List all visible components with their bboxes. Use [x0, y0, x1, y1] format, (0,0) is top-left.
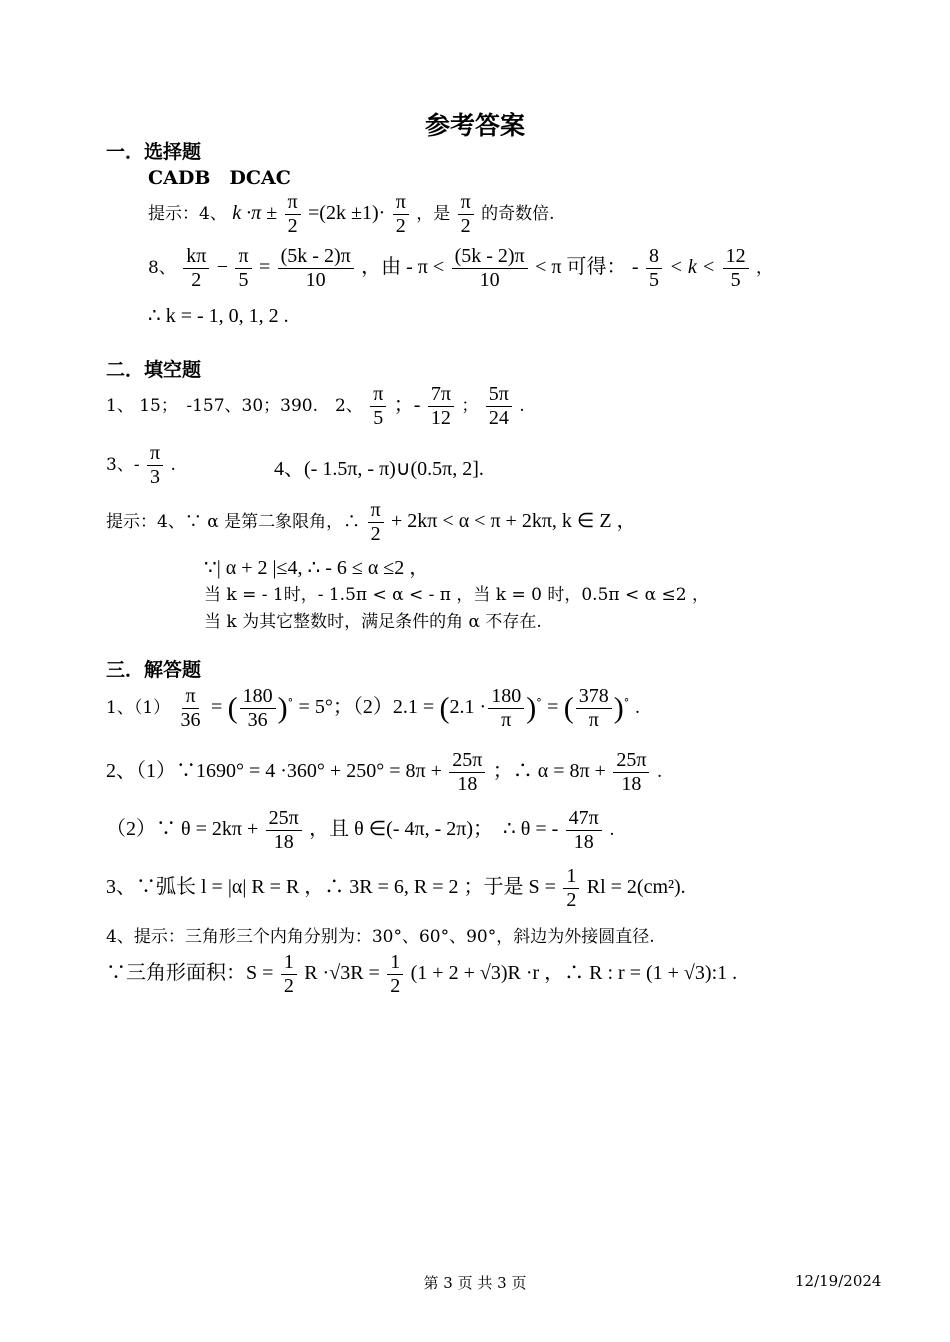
math-op: =: [258, 256, 271, 278]
text: .: [656, 762, 663, 782]
fraction: [147, 443, 163, 488]
denominator: 2: [566, 889, 577, 911]
math-op: =: [210, 696, 223, 718]
numerator: 1: [387, 952, 403, 975]
hint-8-result: ∴ k = - 1, 0, 1, 2 .: [148, 305, 289, 327]
fraction: [449, 750, 485, 795]
solve-a4-area: [106, 952, 737, 997]
fraction: [387, 952, 403, 997]
text: .: [634, 698, 641, 718]
section-heading-fill: 二．填空题: [106, 359, 202, 381]
numerator: 1: [563, 866, 579, 889]
numerator: 25π: [449, 750, 485, 773]
text: .: [609, 820, 615, 840]
fraction: [458, 192, 474, 237]
solve-a4-hint: 4、提示：三角形三个内角分别为：30°、60°、90°，斜边为外接圆直径.: [106, 927, 655, 947]
fill-q4: 4、(- 1.5π, - π)∪(0.5π, 2].: [274, 458, 484, 480]
numerator: 7π: [428, 384, 454, 407]
paren-open: (: [227, 691, 238, 725]
numerator: π: [182, 686, 198, 709]
choice-answers: CADB DCAC: [148, 167, 291, 189]
math-expr: =(2k ±1)·: [308, 202, 386, 224]
numerator: 25π: [613, 750, 649, 773]
math-op: -: [631, 256, 639, 278]
numerator: π: [370, 384, 386, 407]
fraction: [368, 500, 384, 545]
math-expr: ；∴ α = 8π +: [492, 760, 606, 782]
denominator: 18: [273, 831, 294, 853]
numerator: 180: [240, 686, 276, 709]
solve-a3: [106, 866, 686, 911]
math-op: −: [216, 256, 229, 278]
denominator: 12: [430, 407, 451, 429]
fill-q1-q2: [106, 384, 525, 429]
fraction: [428, 384, 454, 429]
fraction: [266, 808, 302, 853]
denominator: 2: [287, 215, 298, 237]
text: ；: [461, 396, 479, 416]
page-title: 参考答案: [424, 111, 525, 140]
fill-hint-line4: 当 k 为其它整数时，满足条件的角 α 不存在.: [204, 612, 542, 632]
fraction: [486, 384, 512, 429]
denominator: 24: [488, 407, 509, 429]
denominator: π: [501, 709, 512, 731]
fraction: [576, 686, 612, 731]
fraction: [646, 246, 662, 291]
text: 1、（1）: [106, 698, 171, 718]
denominator: 5: [373, 407, 384, 429]
fill-hint-line1: [106, 500, 637, 545]
paren-close: ): [277, 691, 288, 725]
numerator: kπ: [183, 246, 209, 269]
fraction: [240, 686, 276, 731]
numerator: π: [368, 500, 384, 523]
math-expr: = 5°；（2）2.1 =: [298, 696, 435, 718]
print-date: 12/19/2024: [795, 1272, 882, 1290]
paren-close: ): [526, 691, 537, 725]
paren-open: (: [439, 691, 450, 725]
fill-hint-line3: 当 k = - 1时，- 1.5π < α < - π ，当 k = 0 时，0.5π < α ≤2 ，: [204, 585, 709, 605]
math-expr: R ·√3R =: [304, 962, 380, 984]
degree-mark: °: [623, 696, 630, 710]
paren-open: (: [563, 691, 574, 725]
text: .: [170, 455, 176, 475]
numerator: 5π: [486, 384, 512, 407]
denominator: 2: [395, 215, 406, 237]
math-expr: 2.1 ·: [449, 696, 487, 718]
text: .: [519, 396, 525, 416]
denominator: 18: [621, 773, 642, 795]
text: 的奇数倍.: [481, 204, 555, 224]
numerator: 8: [646, 246, 662, 269]
denominator: 5: [730, 269, 741, 291]
fraction: [183, 246, 209, 291]
hint-label: 8、: [148, 258, 176, 278]
denominator: 2: [460, 215, 471, 237]
denominator: 36: [180, 709, 201, 731]
denominator: 18: [457, 773, 478, 795]
fraction: [488, 686, 524, 731]
fraction: [566, 808, 602, 853]
numerator: 25π: [266, 808, 302, 831]
page-number: 第 3 页 共 3 页: [423, 1274, 527, 1292]
math-expr: k ·π ±: [232, 202, 278, 224]
denominator: 2: [390, 975, 401, 997]
math-expr: ，由 - π <: [361, 256, 445, 278]
text: 提示：4、∵ α 是第二象限角，∴: [106, 512, 361, 532]
math-expr: Rl = 2(cm²).: [586, 876, 686, 898]
fraction: [285, 192, 301, 237]
math-expr: 3、∵弧长 l = |α| R = R ，∴ 3R = 6, R = 2 ；于是 S =: [106, 876, 556, 898]
numerator: 1: [281, 952, 297, 975]
section-heading-solve: 三．解答题: [106, 659, 202, 681]
numerator: π: [235, 246, 251, 269]
math-op: =: [547, 696, 559, 718]
denominator: 2: [370, 523, 381, 545]
fraction: [393, 192, 409, 237]
math-expr: （2）∵ θ = 2kπ +: [106, 818, 259, 840]
math-expr: ，且 θ ∈(- 4π, - 2π)； ∴ θ = -: [309, 818, 559, 840]
numerator: π: [285, 192, 301, 215]
fraction: [452, 246, 528, 291]
degree-mark: °: [287, 696, 294, 710]
fraction: [278, 246, 354, 291]
denominator: 2: [283, 975, 294, 997]
fraction: [235, 246, 251, 291]
text: ；-: [393, 394, 421, 416]
fraction: [613, 750, 649, 795]
denominator: 5: [648, 269, 659, 291]
solve-a2-part2: [106, 808, 615, 853]
denominator: 10: [479, 269, 500, 291]
solve-a1: [106, 686, 640, 731]
fill-q3: [106, 443, 176, 488]
fraction: [563, 866, 579, 911]
numerator: 12: [723, 246, 749, 269]
fill-hint-line2: ∵| α + 2 |≤4, ∴ - 6 ≤ α ≤2 ，: [204, 557, 430, 579]
denominator: 36: [247, 709, 268, 731]
numerator: 47π: [566, 808, 602, 831]
numerator: 378: [576, 686, 612, 709]
numerator: π: [393, 192, 409, 215]
denominator: 18: [573, 831, 594, 853]
hint-label: 提示：4、: [148, 204, 227, 224]
numerator: 180: [488, 686, 524, 709]
numerator: (5k - 2)π: [278, 246, 354, 269]
fraction: [281, 952, 297, 997]
fraction: [370, 384, 386, 429]
denominator: 10: [305, 269, 326, 291]
paren-close: ): [613, 691, 624, 725]
denominator: π: [588, 709, 599, 731]
math-expr: 2、（1）∵1690° = 4 ·360° + 250° = 8π +: [106, 760, 442, 782]
numerator: π: [147, 443, 163, 466]
degree-mark: °: [536, 696, 542, 710]
denominator: 5: [238, 269, 249, 291]
hint-8-line: [148, 246, 773, 291]
math-expr: < k <: [669, 256, 716, 278]
text: 1、 15； -157、30；390. 2、: [106, 396, 363, 416]
hint-4-line: [148, 192, 555, 237]
text: ，: [756, 258, 774, 278]
solve-a2-part1: [106, 750, 662, 795]
math-expr: ∵三角形面积：S =: [106, 962, 274, 984]
denominator: 2: [191, 269, 202, 291]
math-expr: + 2kπ < α < π + 2kπ, k ∈ Z ，: [391, 510, 637, 532]
math-expr: < π 可得：: [535, 256, 627, 278]
denominator: 3: [150, 466, 161, 488]
numerator: (5k - 2)π: [452, 246, 528, 269]
fraction: [723, 246, 749, 291]
fraction: [178, 686, 204, 731]
text: ，是: [416, 204, 451, 224]
section-heading-choice: 一．选择题: [106, 141, 202, 163]
math-expr: (1 + 2 + √3)R ·r ，∴ R : r = (1 + √3):1 .: [410, 962, 738, 984]
text: 3、-: [106, 455, 140, 475]
numerator: π: [458, 192, 474, 215]
